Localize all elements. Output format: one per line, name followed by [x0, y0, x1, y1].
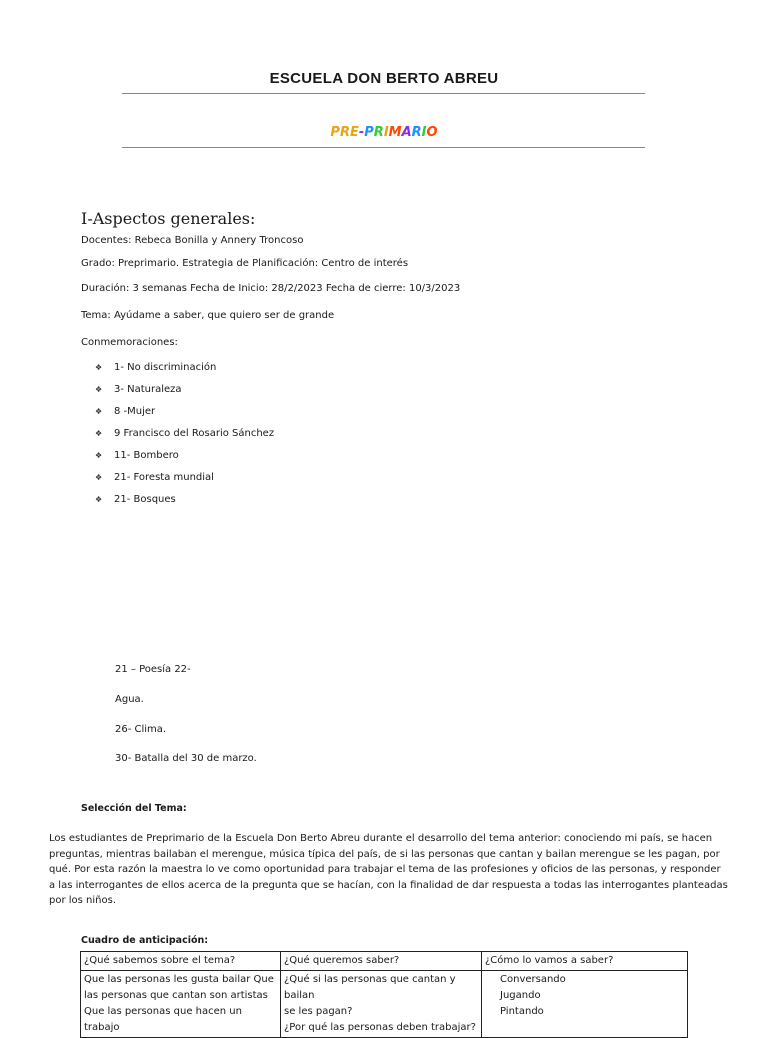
grade-line: Grado: Preprimario. Estrategia de Planificación: Centro de interés: [81, 258, 409, 269]
table-cell: [482, 971, 688, 1038]
diamond-bullet-icon: ❖: [95, 363, 103, 372]
level-title-letter: O: [426, 125, 438, 140]
table-header-cell: ¿Qué sabemos sobre el tema?: [81, 952, 281, 971]
commemorations-list: [95, 361, 274, 515]
table-header-row: [81, 952, 688, 971]
anticipation-table: [80, 951, 688, 1038]
cell-line: Pintando: [500, 1006, 544, 1017]
extra-commemoration: 26- Clima.: [115, 724, 167, 735]
list-item: ❖ 1- No discriminación: [95, 362, 217, 373]
level-title-letter: A: [401, 125, 412, 140]
section-heading: I-Aspectos generales:: [81, 209, 256, 228]
diamond-bullet-icon: ❖: [95, 451, 103, 460]
level-title-letter: I: [421, 125, 427, 140]
level-title-letter: R: [339, 125, 350, 140]
diamond-bullet-icon: ❖: [95, 495, 103, 504]
table-cell: [81, 971, 281, 1038]
selection-paragraph: Los estudiantes de Preprimario de la Escuela Don Berto Abreu durante el desarrollo del tema anterior: conociendo mi país, se hacen preguntas, mientras bailaban el merengue, música típica del país, de si las personas que cantan y bailan merengue se les pagan, por qué. Por esta razón la maestra lo ve como oportunidad para trabajar el tema de las profesiones y oficios de las personas, y responder a las interrogantes de ellos acerca de la pregunta que se hacían, con la finalidad de dar respuesta a todas las interrogantes planteadas por los niños.: [49, 833, 728, 906]
cell-line: se les pagan?: [284, 1006, 353, 1017]
diamond-bullet-icon: ❖: [95, 429, 103, 438]
list-item: ❖ 9 Francisco del Rosario Sánchez: [95, 428, 275, 439]
level-title-letter: -: [358, 125, 365, 140]
selection-heading: Selección del Tema:: [81, 803, 187, 814]
list-item: ❖ 3- Naturaleza: [95, 384, 182, 395]
level-title-letter: E: [349, 125, 359, 140]
list-item: ❖ 8 -Mujer: [95, 406, 156, 417]
list-item: ❖ 21- Foresta mundial: [95, 472, 214, 483]
teachers-line: Docentes: Rebeca Bonilla y Annery Troncoso: [81, 235, 304, 246]
table-header-cell: ¿Cómo lo vamos a saber?: [482, 952, 688, 971]
list-item: ❖ 21- Bosques: [95, 494, 176, 505]
list-item: ❖ 11- Bombero: [95, 450, 179, 461]
diamond-bullet-icon: ❖: [95, 385, 103, 394]
extra-commemoration: Agua.: [115, 694, 144, 705]
level-title-letter: M: [388, 125, 402, 140]
table-cell: [281, 971, 482, 1038]
title-divider: [122, 93, 645, 94]
level-title-letter: R: [373, 125, 384, 140]
cell-line: las personas que cantan son artistas: [84, 990, 268, 1001]
diamond-bullet-icon: ❖: [95, 473, 103, 482]
commemorations-label: Conmemoraciones:: [81, 337, 178, 348]
cell-line: Que las personas que hacen un trabajo: [84, 1006, 242, 1033]
table-header-cell: ¿Qué queremos saber?: [281, 952, 482, 971]
level-title-letter: I: [383, 125, 389, 140]
cell-line: Conversando: [500, 974, 566, 985]
duration-line: Duración: 3 semanas Fecha de Inicio: 28/2/2023 Fecha de cierre: 10/3/2023: [81, 283, 461, 294]
cell-line: ¿Por qué las personas deben trabajar?: [284, 1022, 476, 1033]
diamond-bullet-icon: ❖: [95, 407, 103, 416]
extra-commemoration: 30- Batalla del 30 de marzo.: [115, 753, 257, 764]
level-title-letter: R: [411, 125, 422, 140]
table-row: [81, 971, 688, 1038]
level-title-letter: P: [330, 125, 340, 140]
level-title: [0, 125, 768, 140]
school-title: ESCUELA DON BERTO ABREU: [269, 70, 499, 87]
anticipation-heading: Cuadro de anticipación:: [81, 935, 209, 946]
level-title-letter: P: [364, 125, 374, 140]
cell-line: Jugando: [500, 990, 541, 1001]
level-divider: [122, 147, 645, 148]
cell-line: Que las personas les gusta bailar Que: [84, 974, 274, 985]
extra-commemoration: 21 – Poesía 22-: [115, 664, 191, 675]
topic-line: Tema: Ayúdame a saber, que quiero ser de grande: [81, 310, 335, 321]
cell-line: ¿Qué si las personas que cantan y bailan: [284, 974, 456, 1001]
